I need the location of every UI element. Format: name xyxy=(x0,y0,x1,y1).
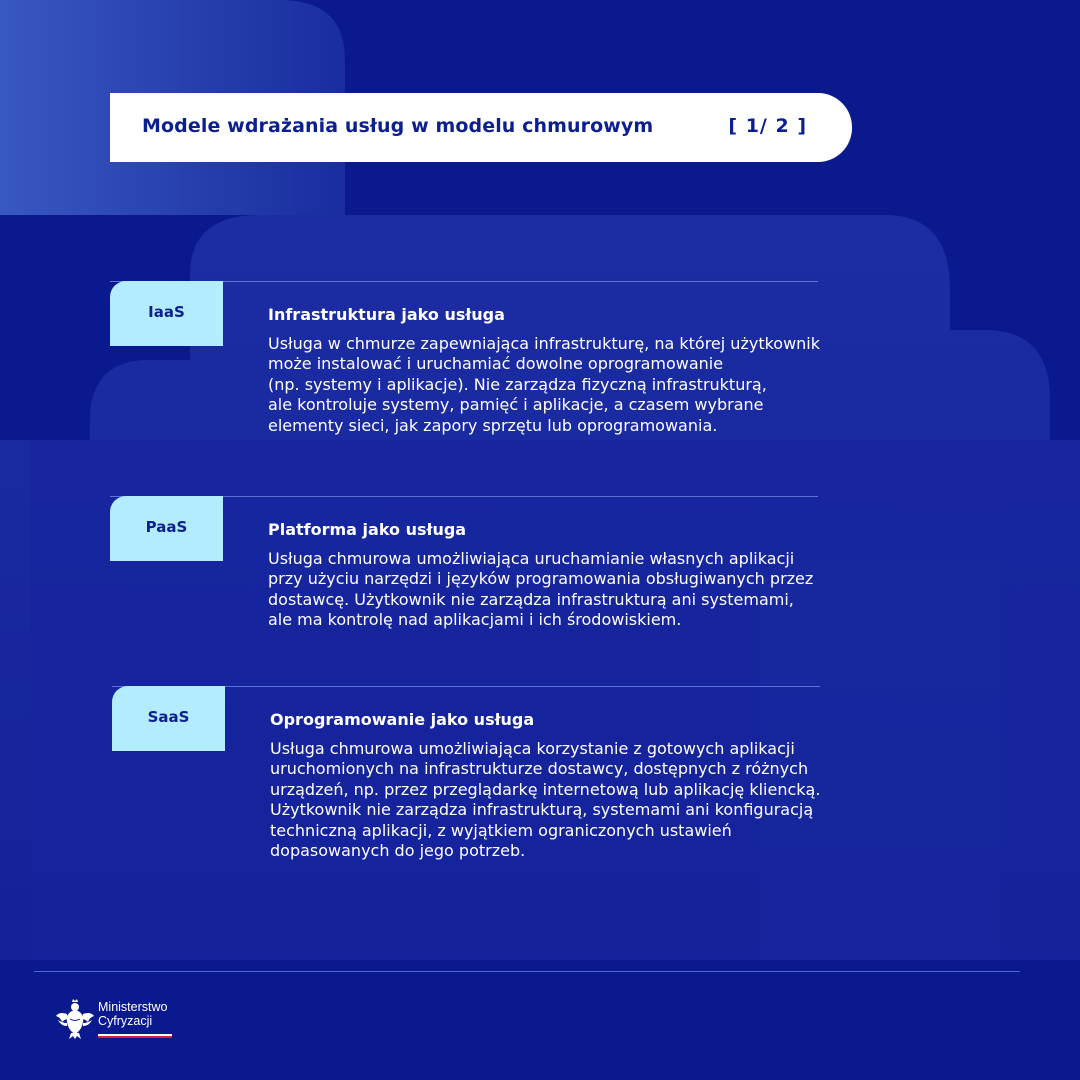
title-banner xyxy=(110,93,852,162)
section-body-paas: Usługa chmurowa umożliwiająca uruchamianie własnych aplikacji przy użyciu narzędzi i języków programowania obsługiwanych przez dostawcę. Użytkownik nie zarządza infrastrukturą ani systemami, ale ma kontrolę nad aplikacjami i ich środowiskiem. xyxy=(268,549,814,630)
section-tag-paas xyxy=(110,496,223,561)
section-body-iaas: Usługa w chmurze zapewniająca infrastrukturę, na której użytkownik może instalować i uruchamiać dowolne oprogramowanie (np. systemy i aplikacje). Nie zarządza fizyczną infrastrukturą, ale kontroluje systemy, pamięć i aplikacje, a czasem wybrane elementy sieci, jak zapory sprzętu lub oprogramowania. xyxy=(268,334,821,435)
page-title: Modele wdrażania usług w modelu chmurowym xyxy=(142,115,654,137)
section-title-iaas: Infrastruktura jako usługa xyxy=(268,305,505,324)
section-tag-iaas xyxy=(110,281,223,346)
polish-eagle-icon xyxy=(55,998,95,1040)
footer-divider xyxy=(34,971,1020,972)
page-indicator: [ 1/ 2 ] xyxy=(728,115,807,137)
tag-label: SaaS xyxy=(147,708,190,726)
section-title-saas: Oprogramowanie jako usługa xyxy=(270,710,535,729)
ministry-name: Ministerstwo Cyfryzacji xyxy=(98,1000,168,1028)
flag-stripe-red xyxy=(98,1036,172,1038)
section-body-saas: Usługa chmurowa umożliwiająca korzystanie z gotowych aplikacji uruchomionych na infrastrukturze dostawcy, dostępnych z różnych urządzeń, np. przez przeglądarkę internetową lub aplikację kliencką. Użytkownik nie zarządza infrastrukturą, systemami ani konfiguracją techniczną aplikacji, z wyjątkiem ograniczonych ustawień dopasowanych do jego potrzeb. xyxy=(270,739,821,861)
section-tag-saas xyxy=(112,686,225,751)
section-title-paas: Platforma jako usługa xyxy=(268,520,467,539)
tag-label: IaaS xyxy=(148,303,185,321)
tag-label: PaaS xyxy=(145,518,188,536)
